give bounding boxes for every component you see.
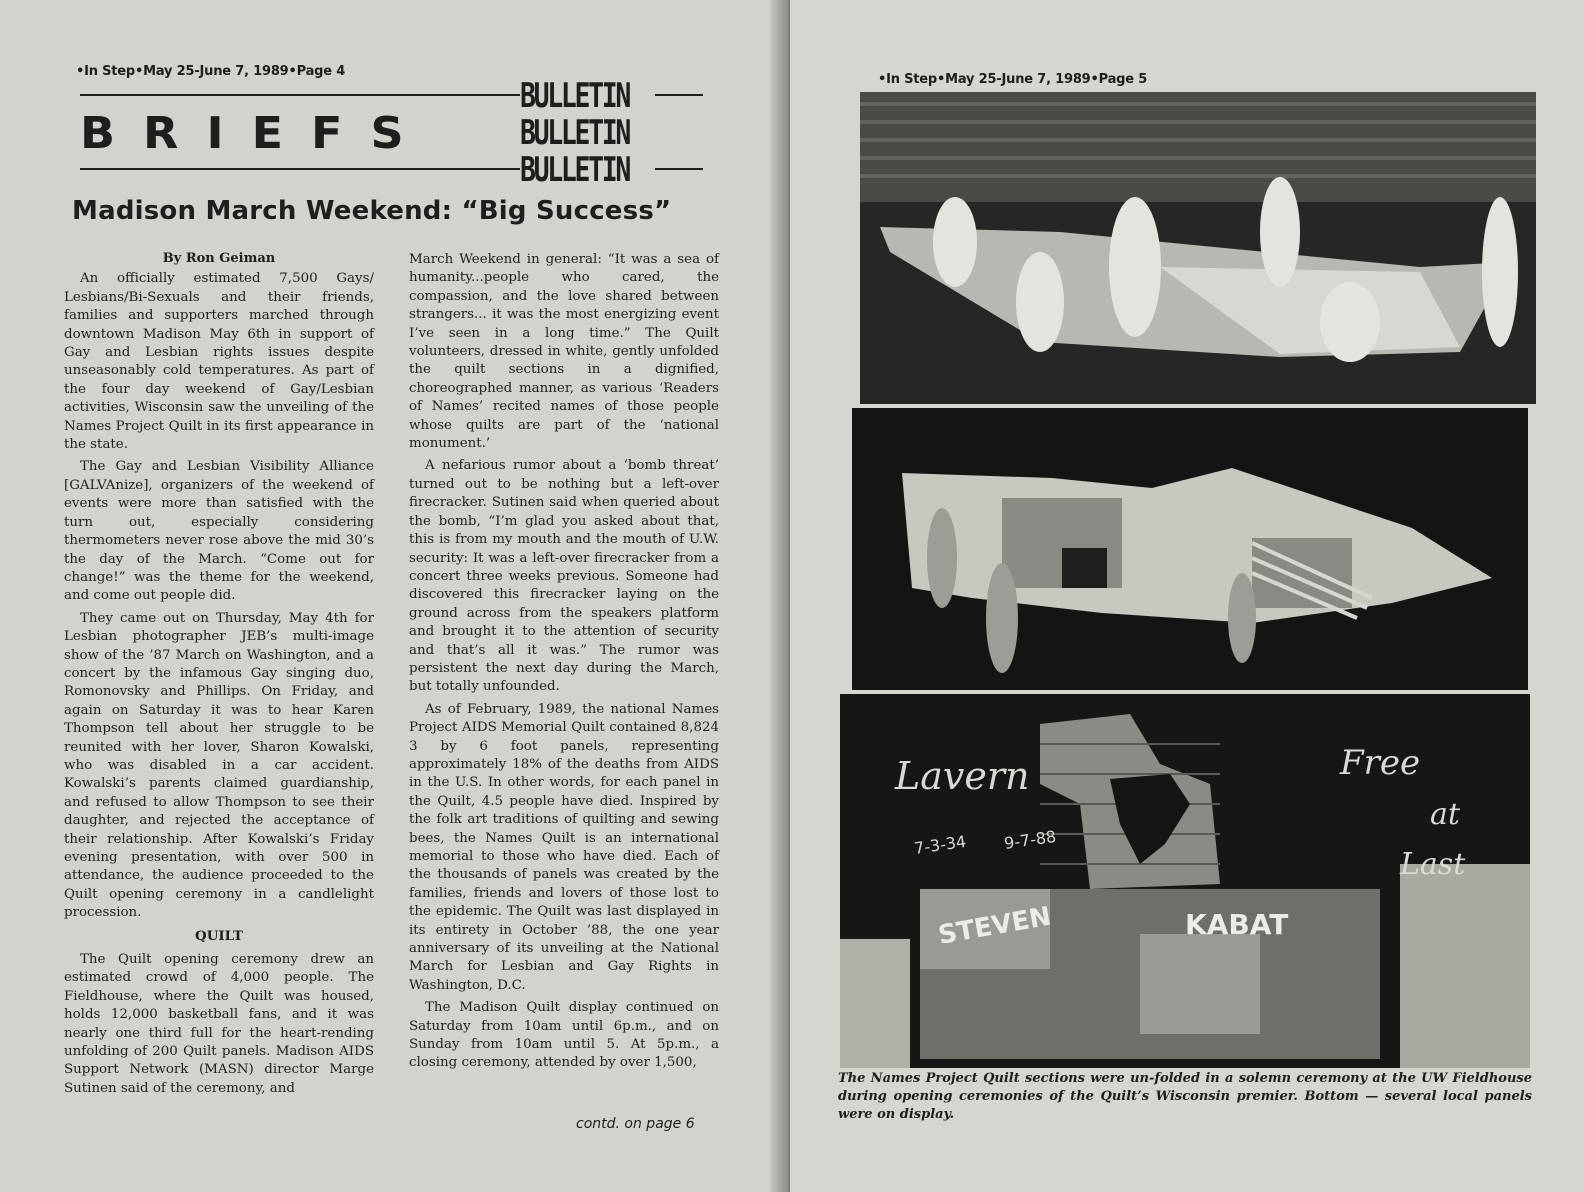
- briefs-masthead: [80, 76, 705, 190]
- panel-date: 9-7-88: [1002, 826, 1058, 853]
- photo-illustration: [840, 694, 1530, 1068]
- paragraph: An officially estimated 7,500 Gays/ Lesbians/Bi-Sexuals and their friends, families and supporters marched through downtown Madison May 6th in support of Gay and Lesbian rights issues despite unseasonably cold temperatures. As part of the four day weekend of Gay/Lesbian activities, Wisconsin saw the unveiling of the Names Project Quilt in its first appearance in the state.: [64, 271, 374, 453]
- masthead-rule: [80, 168, 520, 170]
- photo-local-panels: [840, 694, 1530, 1068]
- page-folio: •In Step•May 25-June 7, 1989•Page 5: [878, 72, 1148, 87]
- panel-text-last: Last: [1400, 847, 1466, 882]
- panel-text-kabat: KABAT: [1185, 908, 1289, 941]
- masthead-rule: [655, 168, 703, 170]
- paragraph: A nefarious rumor about a ‘bomb threat’ turned out to be nothing but a left-over firecracker. Sutinen said when queried about the bomb, “I’m glad you asked about that, this is from my mouth and the mouth of U.W. security: It was a left-over firecracker from a concert three weeks previous. Someone had discovered this firecracker laying on the ground across from the speakers platform and brought it to the attention of security and that’s all it was.” The rumor was persistent the next day during the March, but totally unfounded.: [409, 458, 719, 695]
- photo-illustration: [860, 92, 1536, 404]
- masthead-rule: [655, 94, 703, 96]
- paragraph: The Quilt opening ceremony drew an estimated crowd of 4,000 people. The Fieldhouse, where the Quilt was housed, holds 12,000 basketball fans, and it was nearly one third full for the heart-rending unfolding of 200 Quilt panels. Madison AIDS Support Network (MASN) director Marge Sutinen said of the ceremony, and: [64, 952, 374, 1096]
- panel-text-at: at: [1430, 797, 1460, 832]
- left-page: [0, 0, 790, 1192]
- panel-name-script: Lavern: [895, 754, 1030, 798]
- article-column-1: [64, 250, 374, 1102]
- photo-quilt-raised: [852, 408, 1528, 690]
- bulletin-wordmark: BULLETIN: [520, 76, 630, 116]
- article-column-2: [409, 251, 719, 1077]
- right-page: [790, 0, 1583, 1192]
- bulletin-wordmark: BULLETIN: [520, 113, 630, 153]
- page-folio: •In Step•May 25-June 7, 1989•Page 4: [76, 64, 346, 79]
- paragraph: As of February, 1989, the national Names Project AIDS Memorial Quilt contained 8,824 3 by 6 foot panels, representing approximately 18% of the deaths from AIDS in the U.S. In other words, for each panel in the Quilt, 4.5 people have died. Inspired by the folk art traditions of quilting and sewing bees, the Names Quilt is an international memorial to those who have died. Each of the thousands of panels was created by the families, friends and lovers of those lost to the epidemic. The Quilt was last displayed in its entirety in October ’88, the one year anniversary of its unveiling at the National March for Lesbian and Gay Rights in Washington, D.C.: [409, 701, 719, 993]
- panel-text-steven: STEVEN: [936, 901, 1054, 951]
- byline: By Ron Geiman: [162, 251, 276, 266]
- paragraph: The Gay and Lesbian Visibility Alliance [GALVAnize], organizers of the weekend of events were more than satisfied with the turn out, especially considering thermometers never rose above the mid 30’s the day of the March. “Come out for change!” was the theme for the weekend, and come out people did.: [64, 459, 374, 604]
- paragraph: March Weekend in general: “It was a sea of humanity...people who cared, the compassion, and the love shared between strangers... it was the most energizing event I’ve seen in a long time.” The Quilt volunteers, dressed in white, gently unfolded the quilt sections in a dignified, choreographed manner, as various ‘Readers of Names’ recited names of those people whose quilts are part of the ‘national monument.’: [409, 252, 719, 452]
- bulletin-wordmark: BULLETIN: [520, 150, 630, 190]
- paragraph: They came out on Thursday, May 4th for Lesbian photographer JEB’s multi-image show of the ’87 March on Washington, and a concert by the infamous Gay singing duo, Romonovsky and Phillips. On Friday, and again on Saturday it was to hear Karen Thompson tell about her struggle to be reunited with her lover, Sharon Kowalski, who was disabled in a car accident. Kowalski’s parents claimed guardianship, and refused to allow Thompson to see their daughter, and rejected the acceptance of their relationship. After Kowalski’s Friday evening presentation, with over 500 in attendance, the audience proceeded to the Quilt opening ceremony in a candlelight procession.: [64, 610, 374, 921]
- photo-caption: The Names Project Quilt sections were un-folded in a solemn ceremony at the UW Fieldhouse during opening ceremonies of the Quilt’s Wisconsin premier. Bottom — several local panels were on display.: [838, 1071, 1532, 1122]
- photo-quilt-unfolding: [860, 92, 1536, 404]
- masthead-rule: [80, 94, 520, 96]
- photo-illustration: [852, 408, 1528, 690]
- subhead: QUILT: [195, 927, 243, 944]
- article-headline: Madison March Weekend: “Big Success”: [72, 196, 672, 226]
- panel-date: 7-3-34: [912, 831, 968, 858]
- paragraph: The Madison Quilt display continued on Saturday from 10am until 6p.m., and on Sunday from 10am until 5. At 5p.m., a closing ceremony, attended by over 1,500,: [409, 1000, 719, 1071]
- section-title: BRIEFS: [80, 107, 432, 159]
- panel-text-free: Free: [1340, 743, 1421, 783]
- continued-notice: contd. on page 6: [576, 1116, 695, 1132]
